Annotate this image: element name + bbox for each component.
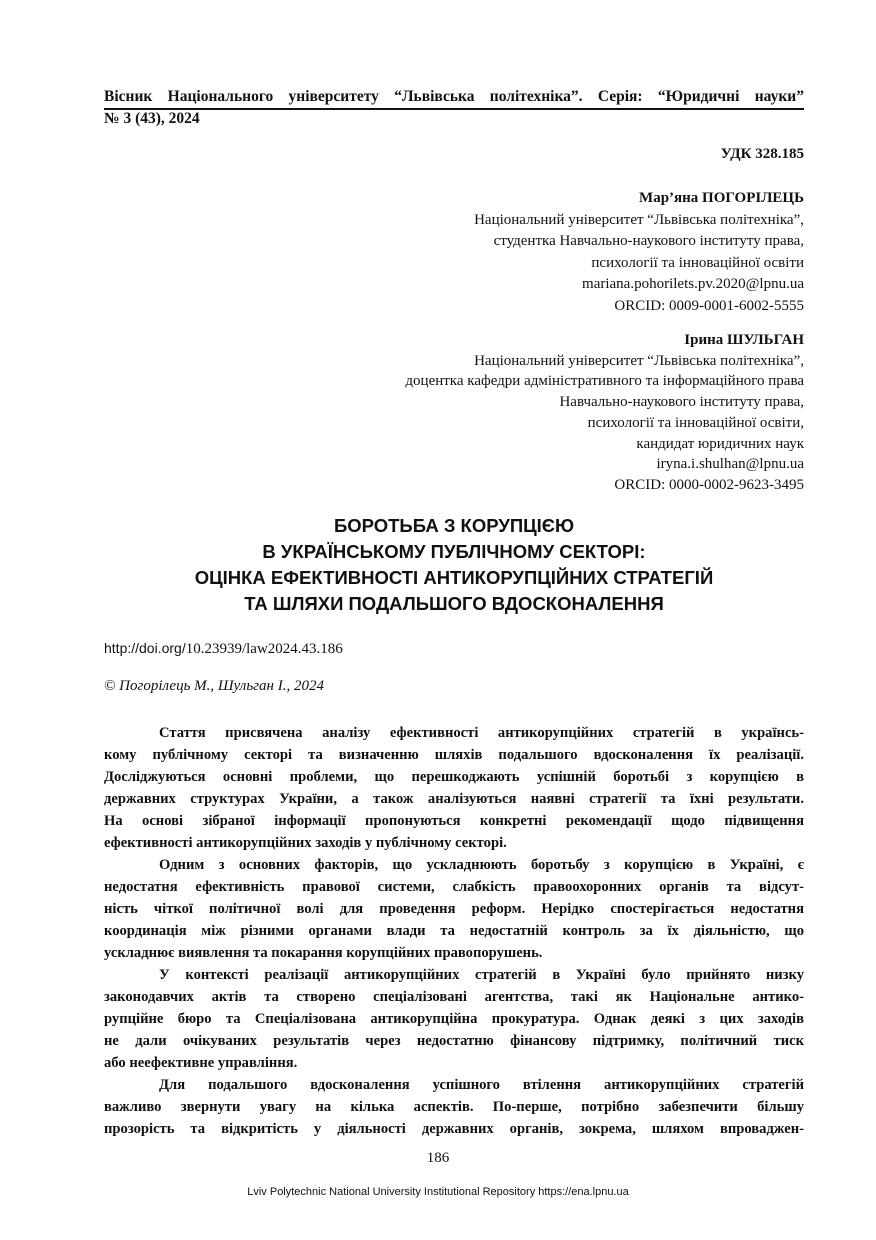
abstract-line: не дали очікуваних результатів через недостатню фінансову підтримку, політичний тиск xyxy=(104,1033,804,1049)
abstract-line: ефективності антикорупційних заходів у публічному секторі. xyxy=(104,835,507,851)
author-name: Ірина ШУЛЬГАН xyxy=(684,332,804,348)
abstract-line: Досліджуються основні проблеми, що перешкоджають успішній боротьбі з корупцією в xyxy=(104,769,804,785)
title-line: ТА ШЛЯХИ ПОДАЛЬШОГО ВДОСКОНАЛЕННЯ xyxy=(244,593,664,614)
abstract-line: ність чіткої політичної волі для проведення реформ. Нерідко спостерігається недостатня xyxy=(104,901,804,917)
doi-id: 10.23939/law2024.43.186 xyxy=(185,641,343,657)
author-orcid: ORCID: 0000-0002-9623-3495 xyxy=(614,476,804,493)
abstract-line: прозорість та відкритість у діяльності державних органів, зокрема, шляхом впроваджен- xyxy=(104,1121,804,1137)
header-divider xyxy=(104,108,804,110)
author-affiliation: Національний університет “Львівська політехніка”, xyxy=(474,211,804,228)
repository-footer: Lviv Polytechnic National University Institutional Repository https://ena.lpnu.ua xyxy=(247,1186,629,1198)
title-line: ОЦІНКА ЕФЕКТИВНОСТІ АНТИКОРУПЦІЙНИХ СТРАТЕГІЙ xyxy=(194,567,714,588)
abstract-line: важливо звернути увагу на кілька аспектів. По-перше, потрібно забезпечити більшу xyxy=(104,1099,804,1115)
abstract xyxy=(104,722,804,1140)
author-affiliation: Національний університет “Львівська політехніка”, xyxy=(474,352,804,369)
doi-prefix: http://doi.org/ xyxy=(104,640,186,656)
abstract-line: ускладнює виявлення та покарання корупційних правопорушень. xyxy=(104,945,543,961)
abstract-line: На основі зібраної інформації пропонуються конкретні рекомендації щодо підвищення xyxy=(104,813,804,829)
author-position: студентка Навчально-наукового інституту права, xyxy=(493,233,804,250)
udk-code: УДК 328.185 xyxy=(720,146,804,162)
issue-number: № 3 (43), 2024 xyxy=(104,110,200,127)
copyright: © Погорілець М., Шульган І., 2024 xyxy=(104,678,324,694)
abstract-line: або неефективне управління. xyxy=(104,1055,298,1071)
abstract-line: координація між різними органами влади та недостатній контроль за їх діяльністю, що xyxy=(104,923,804,939)
author-block-2 xyxy=(405,330,804,496)
page-number: 186 xyxy=(426,1150,450,1166)
author-degree: кандидат юридичних наук xyxy=(636,435,804,452)
abstract-line: державних структурах України, а також аналізуються наявні стратегії та їхні результати. xyxy=(104,791,804,807)
author-position: Навчально-наукового інституту права, xyxy=(559,394,804,411)
title-line: В УКРАЇНСЬКОМУ ПУБЛІЧНОМУ СЕКТОРІ: xyxy=(262,541,646,562)
abstract-line: рупційне бюро та Спеціалізована антикорупційна прокуратура. Однак деякі з цих заходів xyxy=(104,1011,804,1027)
abstract-line: кому публічному секторі та визначенню шляхів подальшого вдосконалення їх реалізації. xyxy=(104,747,804,763)
article-title xyxy=(104,513,804,617)
author-name: Мар’яна ПОГОРІЛЕЦЬ xyxy=(639,190,804,206)
abstract-line: Стаття присвячена аналізу ефективності антикорупційних стратегій в українсь- xyxy=(159,725,804,741)
doi-link[interactable] xyxy=(104,640,343,658)
author-block-1 xyxy=(474,188,804,318)
author-position: доцентка кафедри адміністративного та інформаційного права xyxy=(405,373,804,390)
abstract-line: законодавчих актів та створено спеціалізовані агентства, такі як Національне антико- xyxy=(104,989,804,1005)
abstract-line: Одним з основних факторів, що ускладнюють боротьбу з корупцією в Україні, є xyxy=(159,857,804,873)
abstract-line: недостатня ефективність правової системи, слабкість правоохоронних органів та відсут- xyxy=(104,879,804,895)
abstract-line: Для подальшого вдосконалення успішного втілення антикорупційних стратегій xyxy=(159,1077,804,1093)
title-line: БОРОТЬБА З КОРУПЦІЄЮ xyxy=(333,515,575,536)
author-email[interactable]: iryna.i.shulhan@lpnu.ua xyxy=(656,456,804,473)
author-email[interactable]: mariana.pohorilets.pv.2020@lpnu.ua xyxy=(582,276,804,293)
abstract-line: У контексті реалізації антикорупційних стратегій в Україні було прийнято низку xyxy=(159,967,804,983)
author-position: психології та інноваційної освіти xyxy=(591,254,804,271)
author-position: психології та інноваційної освіти, xyxy=(587,414,804,431)
author-orcid: ORCID: 0009-0001-6002-5555 xyxy=(614,297,804,314)
journal-header: Вісник Національного університету “Львівська політехніка”. Серія: “Юридичні науки” xyxy=(104,88,804,105)
